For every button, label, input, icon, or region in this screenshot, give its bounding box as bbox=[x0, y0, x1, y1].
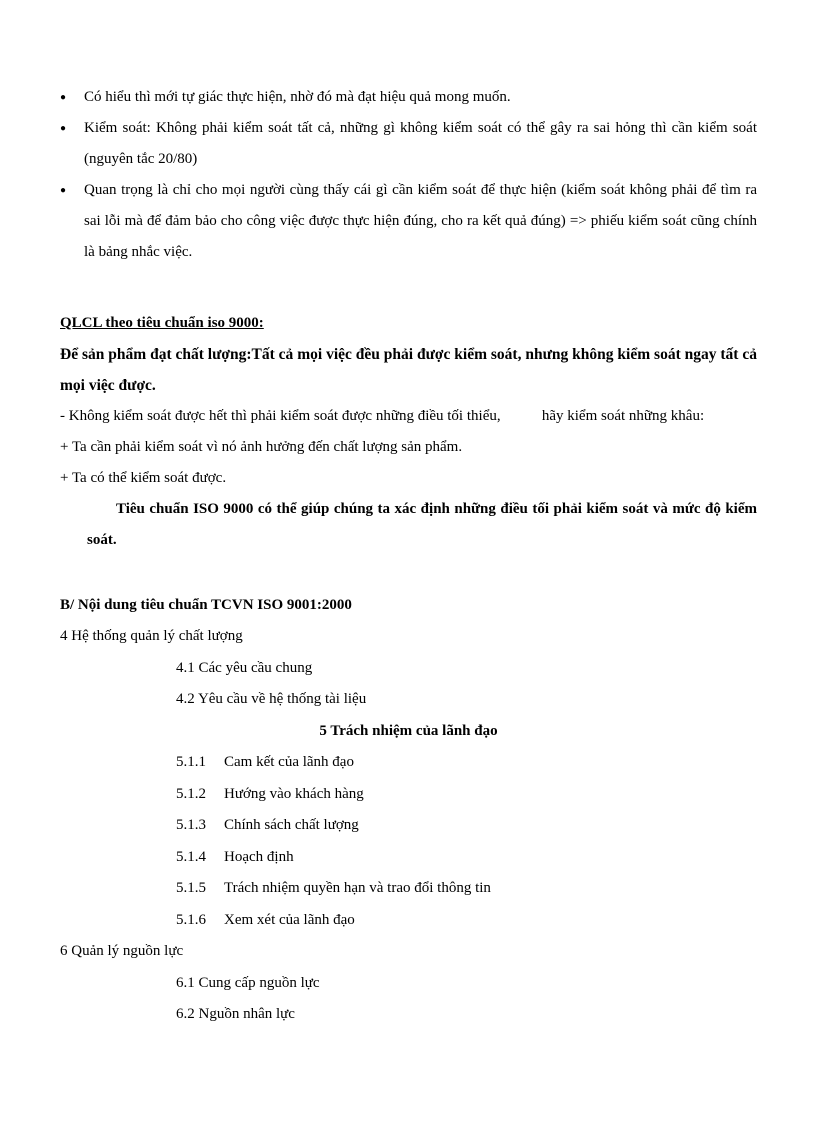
section-6-1: 6.1 Cung cấp nguồn lực bbox=[176, 974, 320, 991]
section-4: 4 Hệ thống quản lý chất lượng bbox=[60, 628, 243, 644]
bold-paragraph: Để sản phẩm đạt chất lượng:Tất cả mọi việc đều phải được kiểm soát, nhưng không kiểm soát ngay tất cả mọi việc được. bbox=[60, 346, 757, 394]
bullet-item: ● Kiểm soát: Không phải kiểm soát tất cả, những gì không kiểm soát có thể gây ra sai hỏng thì cần kiểm soát (nguyên tắc 20/80) bbox=[60, 113, 757, 175]
section-5: 5 Trách nhiệm của lãnh đạo bbox=[319, 722, 498, 739]
section-title-qlcl: QLCL theo tiêu chuẩn iso 9000: bbox=[60, 315, 264, 331]
section-5-item: 5.1.5 Trách nhiệm quyền hạn và trao đổi thông tin bbox=[176, 880, 491, 896]
section-heading-b: B/ Nội dung tiêu chuẩn TCVN ISO 9001:2000 bbox=[60, 597, 352, 613]
section-4-2: 4.2 Yêu cầu về hệ thống tài liệu bbox=[176, 691, 367, 707]
section-5-item: 5.1.6 Xem xét của lãnh đạo bbox=[176, 911, 355, 928]
bullet-item: ● Có hiểu thì mới tự giác thực hiện, nhờ đó mà đạt hiệu quả mong muốn. bbox=[60, 82, 757, 113]
section-5-item: 5.1.4 Hoạch định bbox=[176, 848, 294, 865]
text-line: + Ta cần phải kiểm soát vì nó ảnh hưởng đến chất lượng sản phẩm. bbox=[60, 439, 463, 455]
bullet-item: ● Quan trọng là chỉ cho mọi người cùng thấy cái gì cần kiểm soát để thực hiện (kiểm soát không phải để tìm ra sai lỗi mà để đảm bảo cho công việc được thực hiện đúng, cho ra kết quả đúng) => phiếu kiểm soát cũng chính là bảng nhắc việc. bbox=[60, 175, 757, 268]
section-6-2: 6.2 Nguồn nhân lực bbox=[176, 1006, 295, 1022]
iso-paragraph: Tiêu chuẩn ISO 9000 có thể giúp chúng ta xác định những điều tối phải kiểm soát và mức độ kiểm soát. bbox=[87, 501, 757, 548]
section-5-item: 5.1.2 Hướng vào khách hàng bbox=[176, 785, 364, 802]
bullet-list bbox=[60, 82, 757, 268]
section-6: 6 Quản lý nguồn lực bbox=[60, 943, 184, 959]
text-line: - Không kiểm soát được hết thì phải kiểm soát được những điều tối thiểu, hãy kiểm soát những khâu: bbox=[60, 408, 705, 424]
section-4-1: 4.1 Các yêu cầu chung bbox=[176, 659, 313, 676]
section-5-item: 5.1.1 Cam kết của lãnh đạo bbox=[176, 754, 354, 770]
text-line: + Ta có thể kiểm soát được. bbox=[60, 470, 227, 486]
section-5-item: 5.1.3 Chính sách chất lượng bbox=[176, 817, 359, 833]
document-page bbox=[60, 82, 757, 1031]
